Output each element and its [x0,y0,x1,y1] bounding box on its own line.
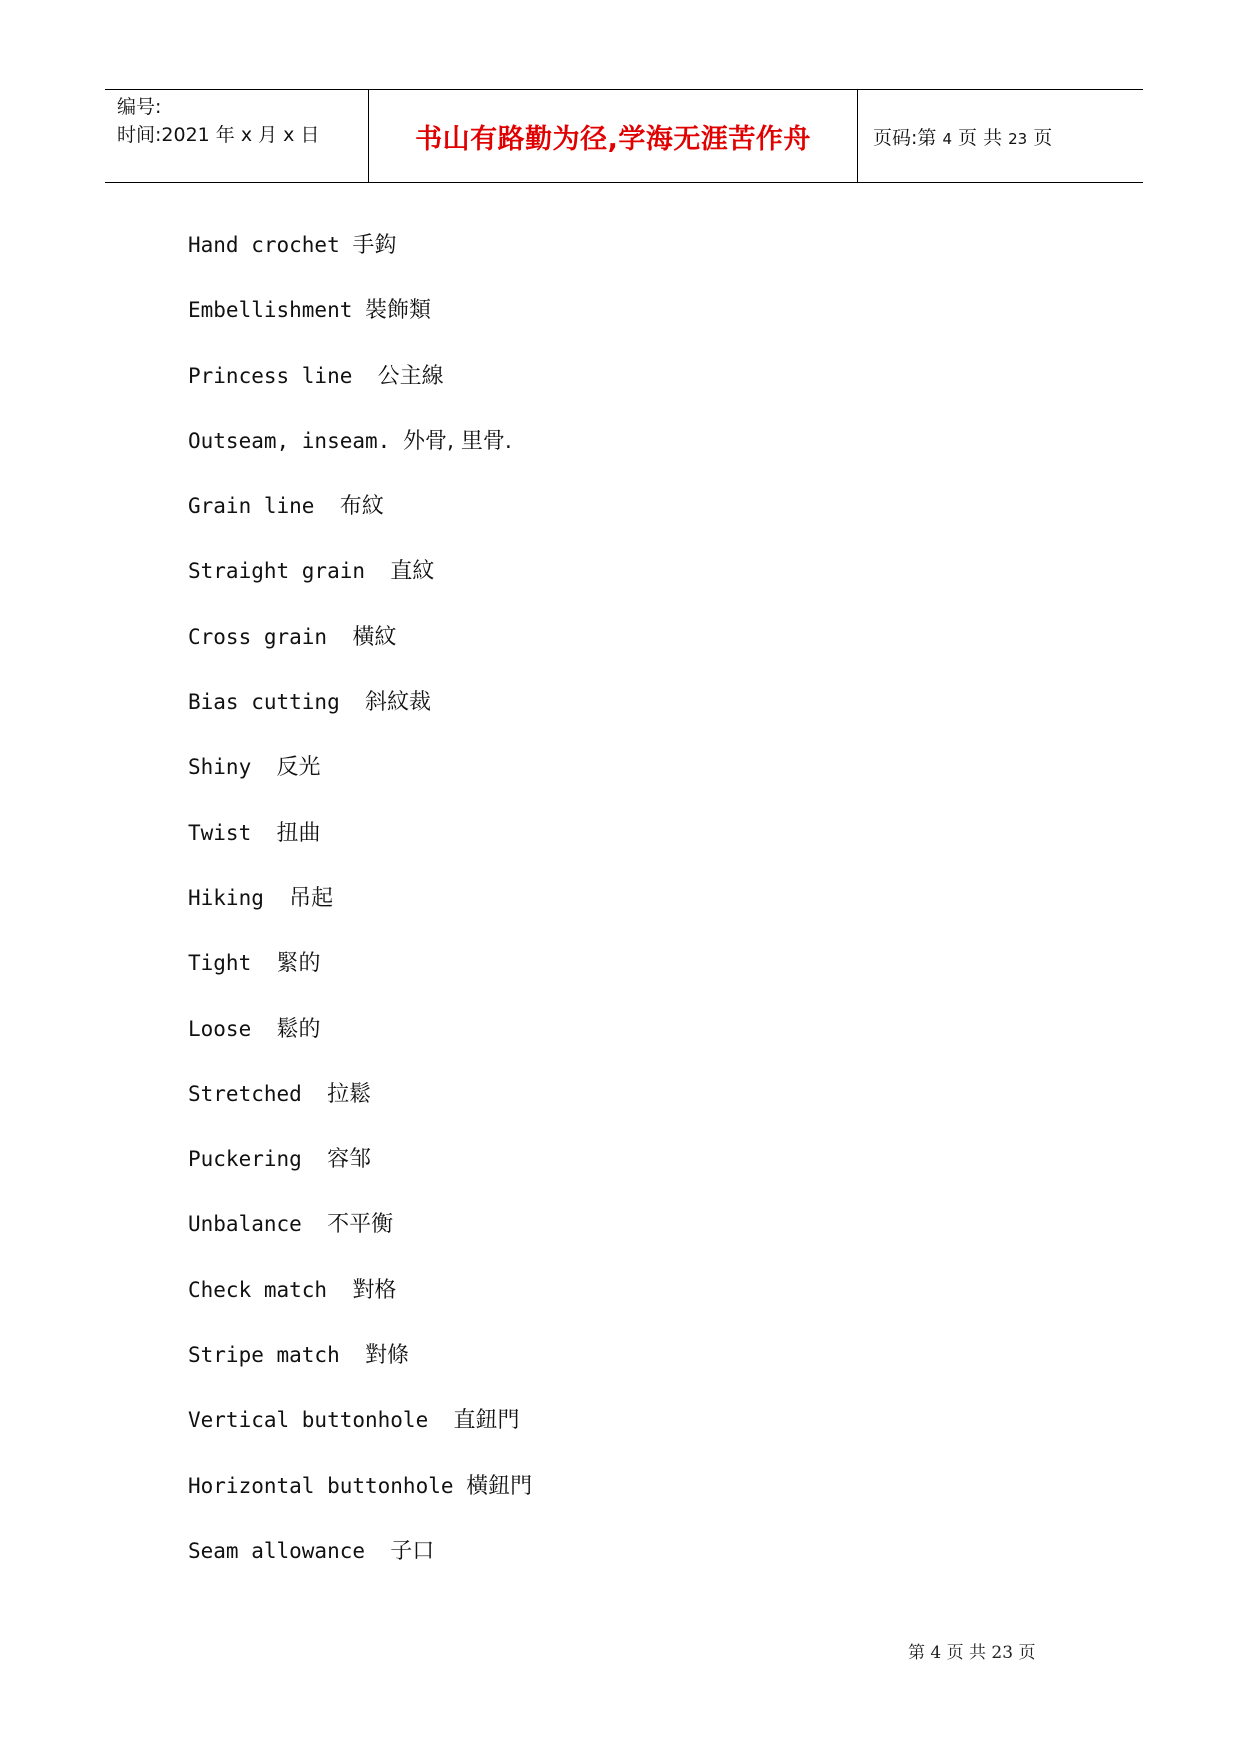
glossary-term-chinese: 外骨, 里骨. [402,428,512,454]
glossary-entry [188,228,1088,293]
page-code-current: 4 [942,129,952,148]
glossary-entry [188,1469,1088,1534]
glossary-term-chinese: 橫紋 [352,624,397,650]
glossary-term-chinese: 直鈕門 [453,1408,520,1434]
glossary-term-chinese: 直紋 [390,559,435,585]
glossary-entry [188,1403,1088,1468]
glossary-term-chinese: 反光 [276,755,321,781]
motto-text: 书山有路勤为径,学海无涯苦作舟 [415,123,811,155]
glossary-entry [188,881,1088,946]
glossary-list [188,228,1088,1599]
glossary-term-english: Vertical buttonhole [188,1408,454,1433]
glossary-term-english: Princess line [188,363,378,388]
glossary-term-english: Hand crochet [188,233,353,257]
glossary-term-english: Unbalance [188,1212,328,1237]
glossary-term-chinese: 子口 [390,1538,435,1564]
glossary-term-chinese: 裝飾類 [365,298,432,324]
glossary-entry [188,946,1088,1011]
glossary-term-english: Straight grain [188,559,391,584]
page-code-suffix: 页 [1027,126,1053,149]
glossary-term-chinese: 容邹 [327,1147,372,1173]
glossary-entry [188,1012,1088,1077]
glossary-entry [188,685,1088,750]
date-label: 时间:2021 年 x 月 x 日 [117,124,320,146]
glossary-term-english: Tight [188,951,277,976]
page-code-total: 23 [1008,129,1028,148]
glossary-entry [188,750,1088,815]
glossary-term-chinese: 不平衡 [327,1212,394,1238]
glossary-term-english: Puckering [188,1147,328,1172]
glossary-entry [188,620,1088,685]
glossary-term-chinese: 鬆的 [276,1016,321,1042]
glossary-term-chinese: 斜紋裁 [365,690,432,716]
header-page-code-cell [858,90,1143,182]
page-code-prefix: 页码:第 [873,126,943,149]
glossary-entry [188,1338,1088,1403]
glossary-term-english: Embellishment [188,298,366,323]
glossary-term-chinese: 扭曲 [276,820,321,846]
glossary-entry [188,293,1088,358]
glossary-term-english: Stretched [188,1081,328,1106]
glossary-term-chinese: 公主線 [377,363,444,389]
glossary-term-chinese: 橫鈕門 [466,1473,533,1499]
glossary-term-chinese: 對條 [365,1343,410,1369]
glossary-term-english: Stripe match [188,1343,366,1368]
document-header [105,89,1143,183]
page-code-mid: 页 共 [952,126,1009,149]
header-motto-cell [369,90,858,182]
glossary-term-chinese: 對格 [352,1277,397,1303]
glossary-entry [188,1273,1088,1338]
glossary-entry [188,1142,1088,1207]
page-code [873,123,1052,150]
glossary-term-english: Seam allowance [188,1538,391,1563]
glossary-term-english: Twist [188,820,277,845]
glossary-entry [188,554,1088,619]
serial-number-label: 编号: [117,96,162,118]
glossary-term-chinese: 布紋 [339,494,384,520]
glossary-term-english: Grain line [188,494,340,519]
glossary-entry [188,816,1088,881]
glossary-term-english: Check match [188,1277,353,1302]
glossary-term-english: Bias cutting [188,690,366,715]
glossary-entry [188,489,1088,554]
glossary-entry [188,1077,1088,1142]
glossary-term-chinese: 拉鬆 [327,1081,372,1107]
page-footer: 第 4 页 共 23 页 [908,1643,1036,1663]
header-meta-cell [105,90,369,182]
glossary-entry [188,359,1088,424]
glossary-term-english: Cross grain [188,624,353,649]
glossary-term-chinese: 吊起 [289,885,334,911]
glossary-term-chinese: 緊的 [276,951,321,977]
glossary-entry [188,1207,1088,1272]
glossary-entry [188,424,1088,489]
glossary-term-english: Shiny [188,755,277,780]
glossary-term-chinese: 手鈎 [352,233,397,258]
glossary-term-english: Hiking [188,885,290,910]
glossary-term-english: Loose [188,1016,277,1041]
glossary-term-english: Outseam, inseam. [188,428,403,453]
glossary-term-english: Horizontal buttonhole [188,1473,467,1498]
glossary-entry [188,1534,1088,1599]
